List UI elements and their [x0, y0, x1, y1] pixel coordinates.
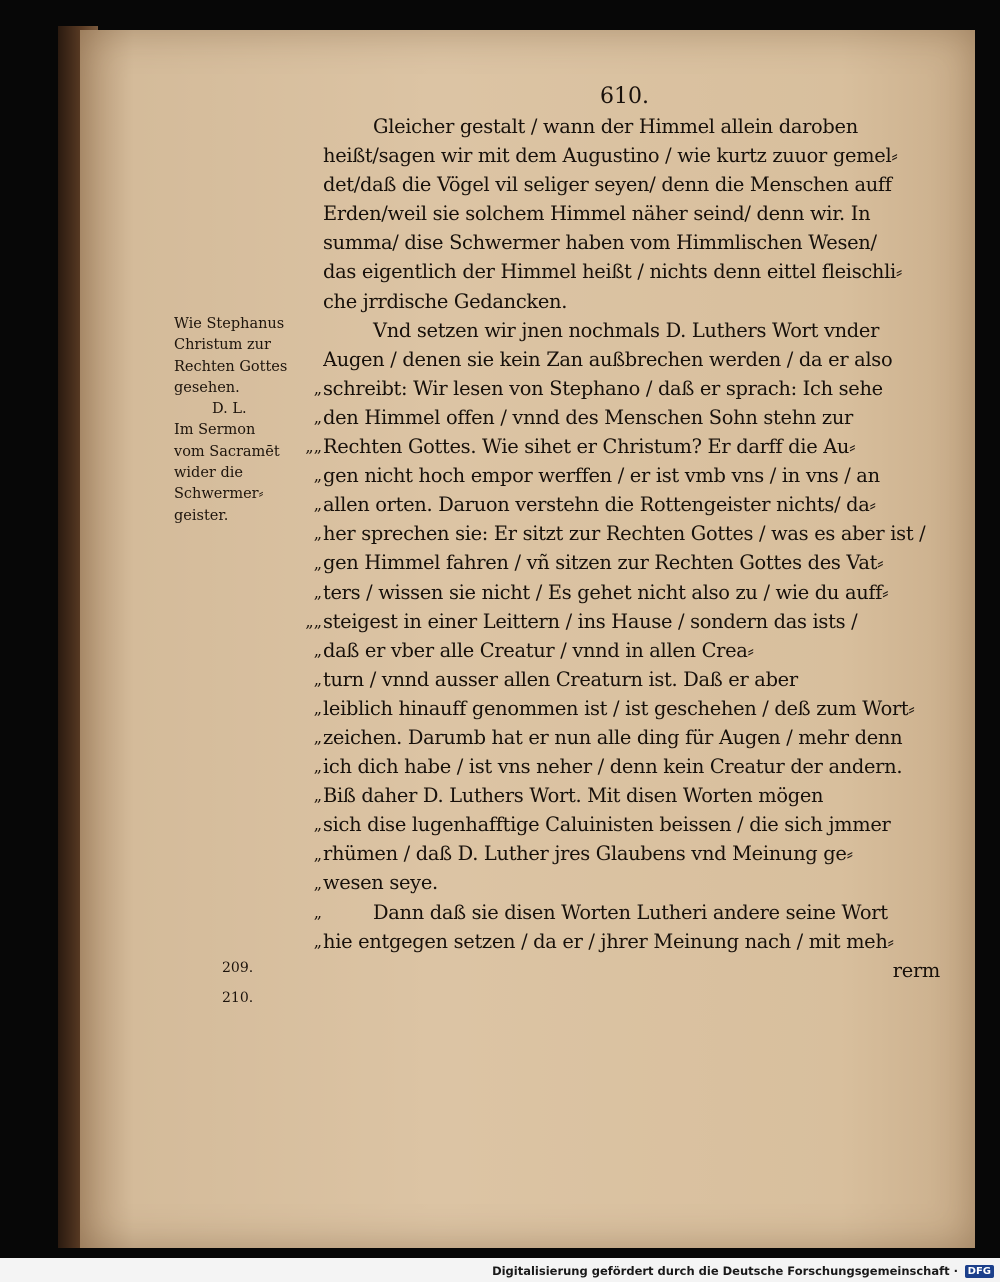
margin-note-line: Im Sermon: [174, 422, 256, 439]
text-line: allen orten. Daruon verstehn die Rottengeister nichts/ da⸗: [323, 493, 876, 517]
text-line: summa/ dise Schwermer haben vom Himmlischen Wesen/: [323, 231, 877, 255]
text-line: ich dich habe / ist vns neher / denn kein Creatur der andern.: [323, 755, 903, 779]
margin-note-line: Rechten Gottes: [174, 358, 288, 375]
text-line: rhümen / daß D. Luther jres Glaubens vnd Meinung ge⸗: [323, 842, 853, 866]
text-line: Erden/weil sie solchem Himmel näher seind/ denn wir. In: [323, 202, 871, 226]
quote-mark: „: [313, 495, 322, 515]
quote-mark: „: [313, 379, 322, 398]
text-line: gen nicht hoch empor werffen / er ist vmb vns / in vns / an: [323, 464, 880, 488]
text-line: den Himmel offen / vnnd des Menschen Sohn stehn zur: [323, 405, 854, 429]
quote-mark: „„: [305, 611, 322, 631]
text-line: schreibt: Wir lesen von Stephano / daß er sprach: Ich sehe: [323, 376, 883, 400]
text-line: Biß daher D. Luthers Wort. Mit disen Worten mögen: [323, 784, 824, 808]
quote-mark: „: [313, 699, 322, 719]
text-line: gen Himmel fahren / vñ sitzen zur Rechten Gottes des Vat⸗: [323, 551, 884, 575]
text-line: steigest in einer Leittern / ins Hause / sondern das ists /: [323, 609, 858, 633]
text-line: che jrrdische Gedancken.: [323, 289, 568, 313]
text-line: zeichen. Darumb hat er nun alle ding für Augen / mehr denn: [323, 725, 903, 749]
text-line: daß er vber alle Creatur / vnnd in allen Crea⸗: [323, 638, 754, 662]
margin-note-line: Schwermer⸗: [174, 486, 264, 503]
quote-mark: „: [313, 815, 322, 835]
text-line: her sprechen sie: Er sitzt zur Rechten Gottes / was es aber ist /: [323, 522, 926, 546]
text-line: Gleicher gestalt / wann der Himmel allein daroben: [373, 115, 858, 138]
margin-note-line: D. L.: [212, 401, 247, 418]
quote-mark: „: [313, 728, 322, 748]
text-line: das eigentlich der Himmel heißt / nichts denn eittel fleischli⸗: [323, 260, 903, 284]
main-text-block: [323, 112, 948, 985]
text-line: det/daß die Vögel vil seliger seyen/ denn die Menschen auff: [323, 173, 892, 197]
quote-mark: „: [313, 873, 322, 893]
text-line: hie entgegen setzen / da er / jhrer Meinung nach / mit meh⸗: [323, 929, 894, 953]
quote-mark: „„: [305, 437, 322, 457]
quote-mark: „: [313, 931, 322, 951]
dfg-logo: DFG: [965, 1265, 994, 1278]
text-line: ters / wissen sie nicht / Es gehet nicht also zu / wie du auff⸗: [323, 580, 889, 604]
margin-note-line: vom Sacramēt: [174, 443, 280, 460]
margin-note-line: Wie Stephanus: [174, 316, 285, 332]
funding-credit: Digitalisierung gefördert durch die Deutsche Forschungsgemeinschaft ·: [492, 1264, 958, 1278]
quote-mark: „: [313, 524, 322, 544]
catchword: rerm: [892, 958, 940, 982]
text-line: sich dise lugenhafftige Caluinisten beissen / die sich jmmer: [323, 813, 891, 837]
quote-mark: „: [313, 902, 322, 922]
quote-mark: „: [313, 582, 322, 602]
quote-mark: „: [313, 553, 322, 573]
margin-note-line: geister.: [174, 507, 229, 524]
text-line: heißt/sagen wir mit dem Augustino / wie kurtz zuuor gemel⸗: [323, 144, 898, 168]
margin-ref-number: 210.: [222, 990, 254, 1006]
page-number: 610.: [600, 84, 649, 109]
quote-mark: „: [313, 408, 322, 428]
quote-mark: „: [313, 466, 322, 486]
margin-note-line: Christum zur: [174, 337, 271, 354]
text-line: Augen / denen sie kein Zan außbrechen werden / da er also: [323, 347, 893, 371]
quote-mark: „: [313, 640, 322, 660]
text-line: turn / vnnd ausser allen Creaturn ist. Daß er aber: [323, 667, 798, 691]
margin-note-line: wider die: [174, 465, 243, 482]
text-line: wesen seye.: [323, 871, 438, 895]
text-line: leiblich hinauff genommen ist / ist geschehen / deß zum Wort⸗: [323, 696, 915, 720]
quote-mark: „: [313, 757, 322, 777]
quote-mark: „: [313, 844, 322, 864]
text-line: Vnd setzen wir jnen nochmals D. Luthers Wort vnder: [373, 318, 880, 342]
text-line: Dann daß sie disen Worten Lutheri andere seine Wort: [373, 900, 888, 924]
quote-mark: „: [313, 786, 322, 806]
margin-ref-number: 209.: [222, 960, 254, 976]
margin-note-line: gesehen.: [174, 379, 240, 396]
text-line: Rechten Gottes. Wie sihet er Christum? Er darff die Au⸗: [323, 435, 856, 459]
quote-mark: „: [313, 669, 322, 689]
quotation-marks-column: [300, 374, 322, 956]
